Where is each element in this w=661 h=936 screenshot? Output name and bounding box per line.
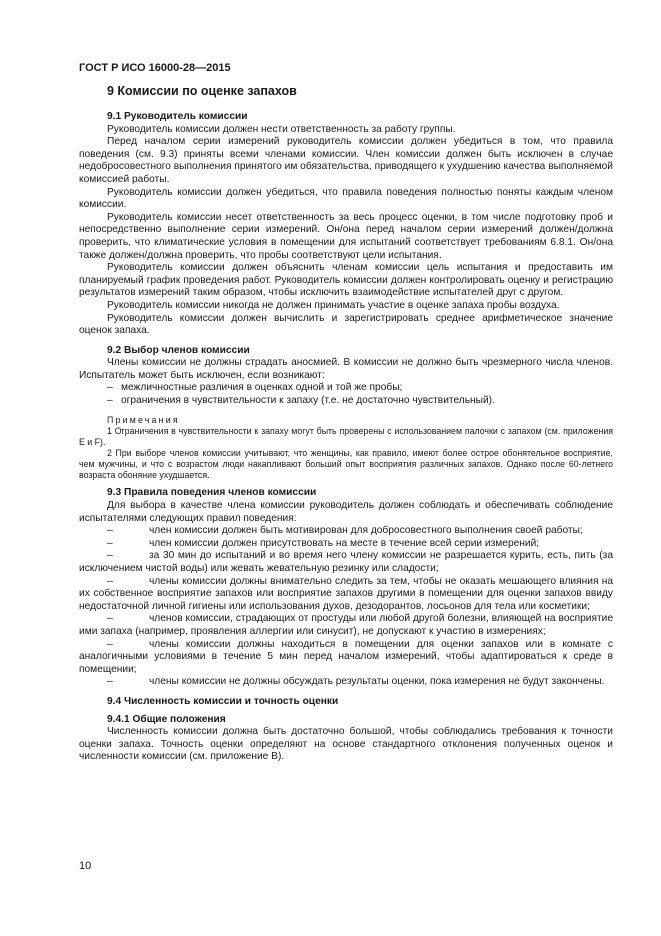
subsection-title-9-4: 9.4 Численность комиссии и точность оценки <box>107 695 339 707</box>
paragraph: Перед началом серии измерений руководитель комиссии должен убедиться в том, что правила поведения (см. 9.3) приняты всеми членами комиссии. Член комиссии должен быть исключен в случае недобросовестного выполнения принятого им обязательства, приводящего к ухудшению качества выполняемой комиссией работы. <box>79 136 613 185</box>
list-dash: – <box>107 613 113 625</box>
rule-item <box>79 550 613 575</box>
paragraph: Для выбора в качестве члена комиссии руководитель должен соблюдать и обеспечивать соблюдение испытателями следующих правил поведения: <box>79 500 613 524</box>
rule-item-text: члены комиссии должны внимательно следить за тем, чтобы не оказать мешающего влияния на их собственное восприятие запахов или восприятие запахов другими в помещении для оценки запахов ввиду недостаточной личной гигиены или использования духов, дезодорантов, лосьонов для тела или косметики; <box>79 575 613 612</box>
note: 1 Ограничения в чувствительности к запаху могут быть проверены с использованием палочки с запахом (см. приложения Е и F). <box>79 426 613 448</box>
list-dash: – <box>107 525 113 537</box>
subsection-title-9-4-1: 9.4.1 Общие положения <box>107 713 226 725</box>
subsection-title-9-2: 9.2 Выбор членов комиссии <box>107 344 250 356</box>
subsection-title-9-3: 9.3 Правила поведения членов комиссии <box>107 487 317 499</box>
rule-item-text: членов комиссии, страдающих от простуды или любой другой болезни, влияющей на восприятие ими запаха (например, проявления аллергии или синусит), не допускают к участию в измерениях; <box>79 613 613 637</box>
rule-item <box>79 639 613 677</box>
subsection-title-9-1: 9.1 Руководитель комиссии <box>107 111 248 122</box>
page-number: 10 <box>79 860 92 872</box>
notes-title: Примечания <box>107 414 180 425</box>
notes-block <box>79 415 613 481</box>
list-dash: – <box>107 575 113 587</box>
rule-item-text: член комиссии должен присутствовать на месте в течение всей серии измерений; <box>149 537 540 549</box>
rule-item-text: член комиссии должен быть мотивирован для добросовестного выполнения своей работы; <box>149 525 583 537</box>
document-code: ГОСТ Р ИСО 16000-28—2015 <box>79 62 231 74</box>
rule-item-text: за 30 мин до испытаний и во время него члену комиссии не разрешается курить, есть, пить (за исключением чистой воды) или жевать жевательную резинку или сладости; <box>79 550 613 574</box>
list-item <box>79 382 613 395</box>
paragraph: Руководитель комиссии должен убедиться, что правила поведения полностью поняты каждым членом комиссии. <box>79 186 613 211</box>
list-item-text: ограничения в чувствительности к запаху (т.е. не достаточно чувствительный). <box>121 395 495 407</box>
list-dash: – <box>107 382 113 394</box>
list-item-text: межличностные различия в оценках одной и той же пробы; <box>121 382 403 394</box>
rule-item <box>79 576 613 614</box>
rule-item <box>79 676 613 689</box>
rule-item <box>79 613 613 638</box>
list-item <box>79 395 613 408</box>
rule-item <box>79 525 613 538</box>
rule-item <box>79 538 613 551</box>
list-dash: – <box>107 638 113 650</box>
list-dash: – <box>107 550 113 562</box>
list-dash: – <box>107 676 113 688</box>
note: 2 При выборе членов комиссии учитывают, что женщины, как правило, имеют более острое обонятельное восприятие, чем мужчины, и что с возрастом люди накапливают больший опыт восприятия различных запахов. Однако после 60-летнего возраста обоняние ухудшается. <box>79 448 613 480</box>
list-dash: – <box>107 395 113 407</box>
document-body <box>79 84 613 764</box>
section-title: 9 Комиссии по оценке запахов <box>107 84 297 98</box>
list-dash: – <box>107 537 113 549</box>
rule-item-text: члены комиссии должны находиться в помещении для оценки запахов или в комнате с аналогичными условиями в течение 5 мин перед началом измерений, чтобы адаптироваться к среде в помещении; <box>79 638 613 675</box>
paragraph: Руководитель комиссии должен вычислить и зарегистрировать среднее арифметическое значение оценок запаха. <box>79 312 613 337</box>
paragraph: Руководитель комиссии никогда не должен принимать участие в оценке запаха пробы воздуха. <box>107 299 560 311</box>
paragraph: Руководитель комиссии несет ответственность за весь процесс оценки, в том числе подготовку проб и непосредственно выполнение серии измерений. Он/она перед началом серии измерений должен/должна проверить, что климатические условия в помещении для испытаний соответствует требованиям 6.8.1. Он/она также должен/должна проверить, что пробы соответствуют цели испытания. <box>79 211 613 261</box>
rule-item-text: члены комиссии не должны обсуждать результаты оценки, пока измерения не будут закончены. <box>149 676 605 688</box>
paragraph: Руководитель комиссии должен объяснить членам комиссии цель испытания и предоставить им планируемый график проведения работ. Руководитель комиссии должен контролировать оценку и регистрацию результатов измерений таким образом, чтобы исключить взаимодействие испытателей друг с другом. <box>79 262 613 299</box>
paragraph: Руководитель комиссии должен нести ответственность за работу группы. <box>107 123 456 135</box>
paragraph: Члены комиссии не должны страдать аносмией. В комиссии не должно быть чрезмерного числа членов. Испытатель может быть исключен, если возникают: <box>79 357 613 381</box>
paragraph: Численность комиссии должна быть достаточно большой, чтобы соблюдались требования к точности оценки запаха. Точность оценки определяют на основе стандартного отклонения полученных оценок и численности комиссии (см. приложение В). <box>79 726 613 763</box>
